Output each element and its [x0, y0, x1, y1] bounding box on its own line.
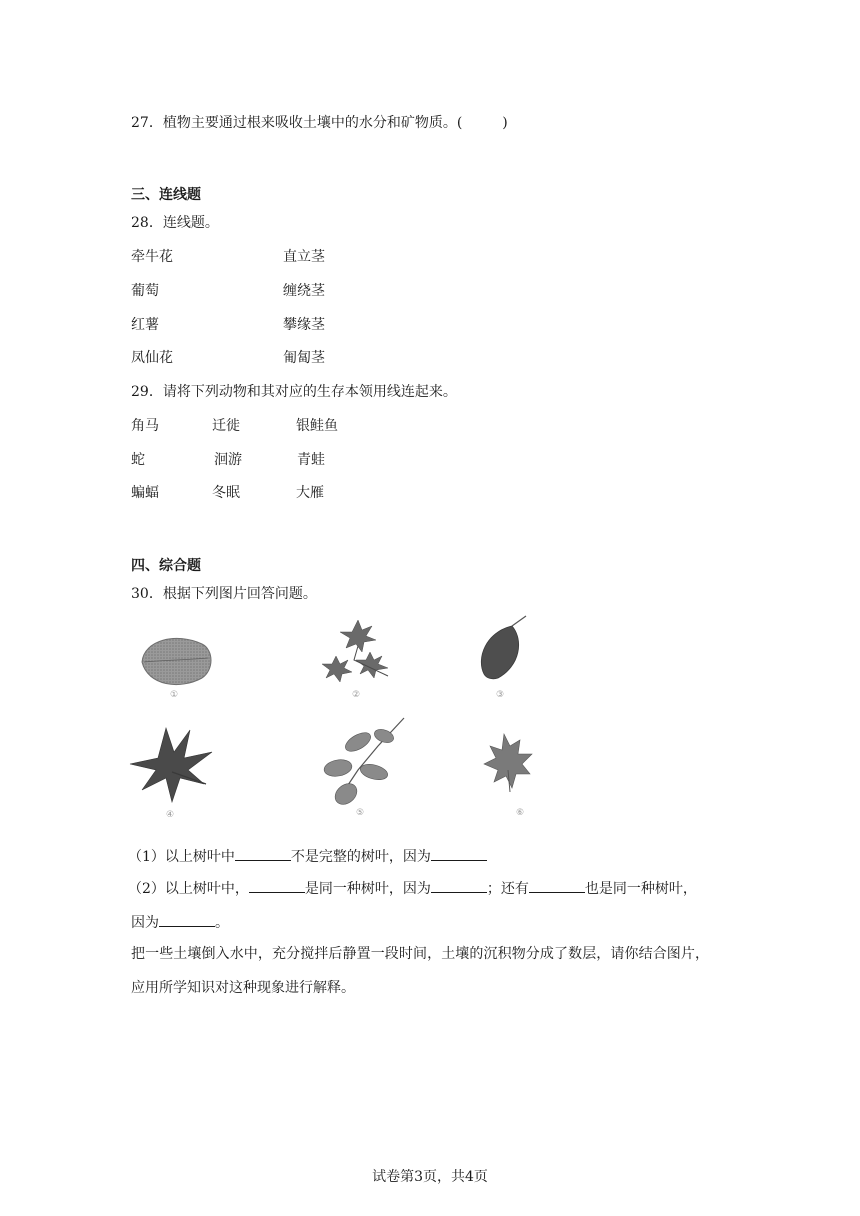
q30-sub1-part: 不是完整的树叶，因为 [290, 849, 431, 865]
q28-right-item: 攀缘茎 [283, 317, 325, 333]
section-title-3: 三、连线题 [131, 187, 201, 203]
withered-leaf-icon [478, 730, 538, 796]
q30-sub2 [128, 878, 697, 898]
q30-sub2-part: 是同一种树叶，因为 [304, 881, 431, 897]
q29-animal: 蝙蝠 [131, 485, 159, 501]
q29-animal-2: 银鲑鱼 [296, 418, 338, 434]
leaf-image-1 [136, 630, 216, 700]
page-footer: 试卷第3页，共4页 [372, 1169, 488, 1185]
q28-left-item: 红薯 [131, 317, 159, 333]
leaf-image-5 [318, 716, 408, 820]
leaf-label: ④ [166, 810, 175, 820]
oval-leaf-icon [136, 630, 216, 690]
q29-text: 29．请将下列动物和其对应的生存本领用线连起来。 [131, 384, 457, 400]
leaf-image-3 [474, 614, 534, 704]
q29-ability: 冬眠 [212, 485, 240, 501]
q27-stem: 27．植物主要通过根来吸收土壤中的水分和矿物质。( [131, 115, 463, 131]
q28-right-item: 直立茎 [283, 249, 325, 265]
maple-branch-icon [318, 616, 398, 690]
q30-sub2-part: 也是同一种树叶， [584, 881, 697, 897]
q30-sub2-part: （2）以上树叶中， [128, 881, 249, 897]
q30-sub2-part: 。 [215, 915, 229, 931]
q29-ability: 洄游 [214, 452, 242, 468]
maple-leaf-icon [128, 724, 218, 806]
leaf-label: ⑤ [356, 808, 365, 818]
q29-animal: 蛇 [131, 452, 145, 468]
q30-text: 30．根据下列图片回答问题。 [131, 586, 317, 602]
q27-text [131, 114, 508, 132]
blank-field[interactable] [529, 878, 585, 893]
leaf-label: ② [352, 690, 361, 700]
leaf-image-2 [318, 616, 398, 702]
blank-field[interactable] [431, 846, 487, 861]
q28-left-item: 葡萄 [131, 283, 159, 299]
q30-sub2-part: 因为 [131, 915, 159, 931]
q30-sub1 [128, 846, 487, 866]
blank-field[interactable] [249, 878, 305, 893]
section-title-4: 四、综合题 [131, 558, 201, 574]
q31-line2: 应用所学知识对这种现象进行解释。 [131, 980, 355, 996]
q28-left-item: 凤仙花 [131, 350, 173, 366]
leafy-branch-icon [318, 716, 408, 808]
leaf-label: ⑥ [516, 808, 525, 818]
leaf-image-4 [128, 724, 218, 824]
blank-field[interactable] [431, 878, 487, 893]
q28-right-item: 匍匐茎 [283, 350, 325, 366]
blank-field[interactable] [235, 846, 291, 861]
q29-animal-2: 青蛙 [297, 452, 325, 468]
q31-line1: 把一些土壤倒入水中，充分搅拌后静置一段时间，土壤的沉积物分成了数层，请你结合图片， [131, 946, 710, 962]
leaf-label: ① [170, 690, 179, 700]
q28-text: 28．连线题。 [131, 215, 219, 231]
leaf-label: ③ [496, 690, 505, 700]
q29-animal-2: 大雁 [296, 485, 324, 501]
q27-close-paren: ) [502, 115, 508, 131]
q28-left-item: 牵牛花 [131, 249, 173, 265]
q29-animal: 角马 [131, 418, 159, 434]
q29-ability: 迁徙 [212, 418, 240, 434]
leaf-image-6 [478, 730, 538, 822]
blank-field[interactable] [159, 912, 215, 927]
q28-right-item: 缠绕茎 [283, 283, 325, 299]
q30-sub2-part: ；还有 [486, 881, 529, 897]
q30-sub1-part: （1）以上树叶中 [128, 849, 235, 865]
q30-sub2-cont [131, 912, 229, 932]
dark-leaf-icon [474, 614, 534, 690]
